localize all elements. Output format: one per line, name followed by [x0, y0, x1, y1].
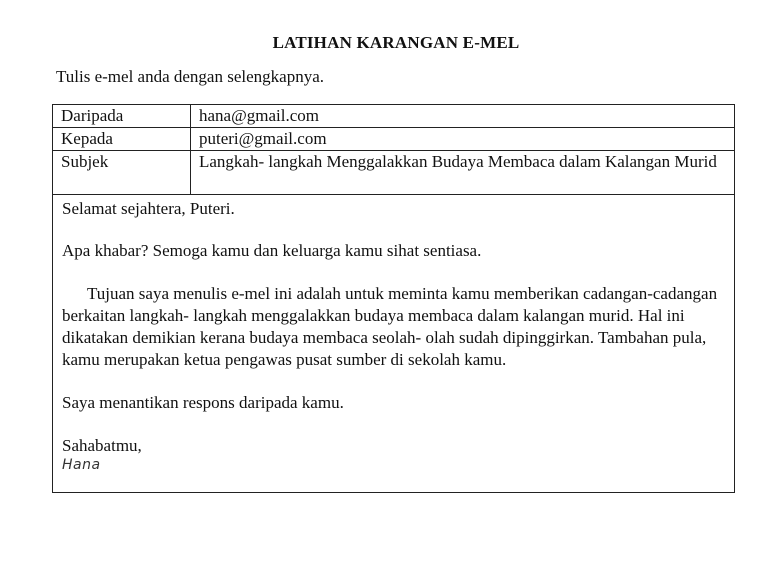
signature: Hana [62, 457, 101, 473]
email-body [53, 195, 734, 473]
email-form-box [52, 104, 735, 493]
spacer [62, 371, 726, 392]
subject-value: Langkah- langkah Menggalakkan Budaya Membaca dalam Kalangan Murid [191, 151, 735, 195]
closing-text: Sahabatmu, [62, 436, 142, 455]
paragraph-opening: Apa khabar? Semoga kamu dan keluarga kamu sihat sentiasa. [62, 241, 482, 260]
from-row [53, 105, 734, 128]
greeting-text: Selamat sejahtera, Puteri. [62, 199, 235, 218]
subject-row [53, 151, 734, 195]
spacer [62, 262, 726, 283]
spacer [62, 220, 726, 240]
to-row [53, 128, 734, 151]
from-value: hana@gmail.com [191, 105, 735, 128]
subject-label: Subjek [53, 151, 191, 195]
instruction-text: Tulis e-mel anda dengan selengkapnya. [56, 67, 324, 86]
to-label: Kepada [53, 128, 191, 151]
to-value: puteri@gmail.com [191, 128, 735, 151]
document-title: LATIHAN KARANGAN E-MEL [272, 33, 520, 52]
paragraph-main: Tujuan saya menulis e-mel ini adalah untuk meminta kamu memberikan cadangan-cadangan berkaitan langkah- langkah menggalakkan budaya membaca dalam kalangan murid. Hal ini dikatakan demikian kerana budaya membaca seolah- olah sudah dipinggirkan. Tambahan pula, kamu merupakan ketua pengawas pusat sumber di sekolah kamu. [62, 284, 718, 369]
email-header-table [53, 105, 734, 195]
paragraph-closing: Saya menantikan respons daripada kamu. [62, 393, 344, 412]
spacer [62, 414, 726, 435]
from-label: Daripada [53, 105, 191, 128]
